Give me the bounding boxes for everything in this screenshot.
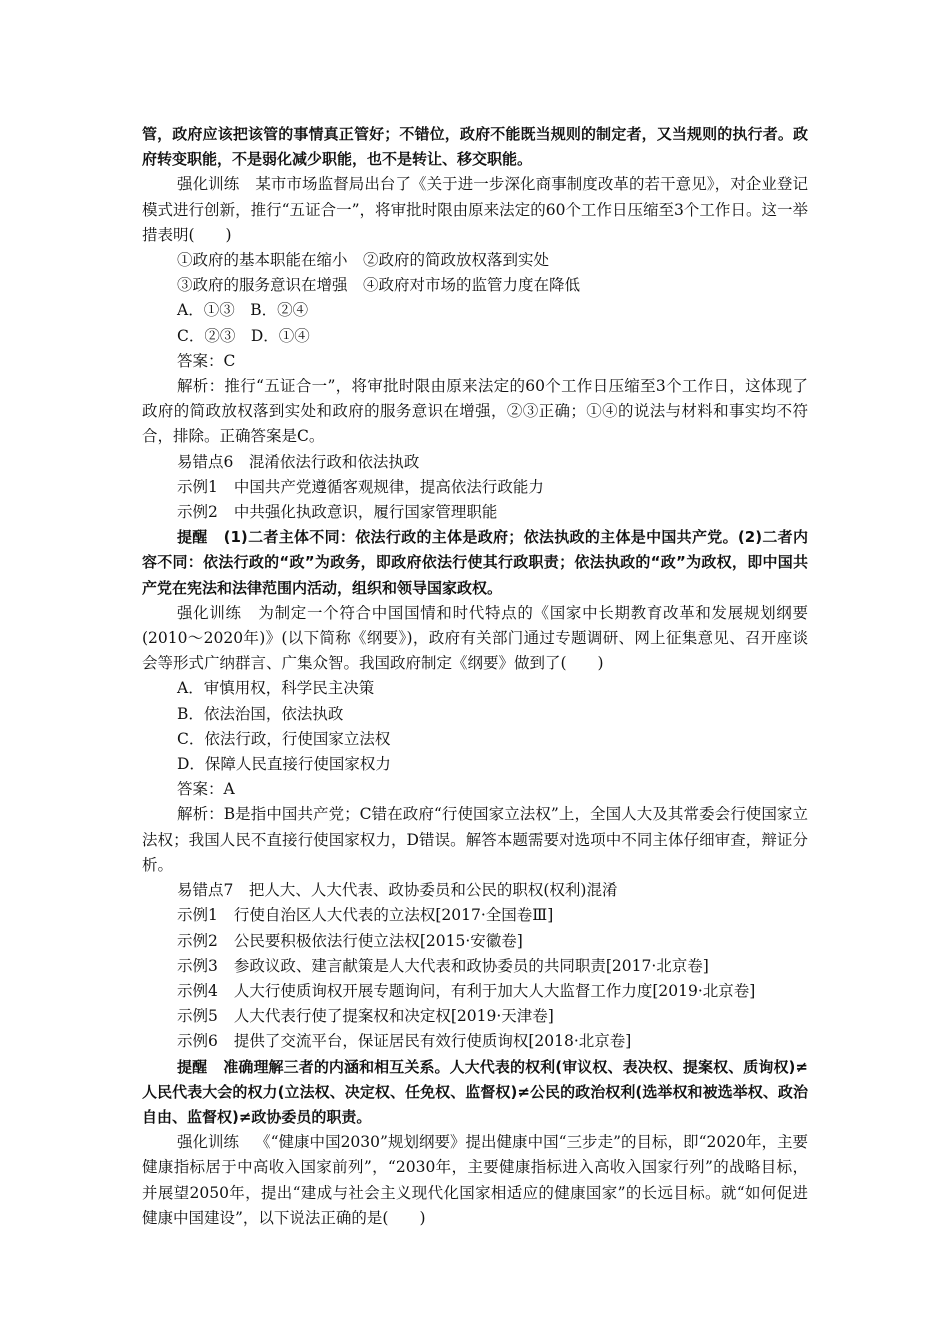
example-text: 提供了交流平台，保证居民有效行使质询权[2018·北京卷] — [233, 1032, 632, 1051]
drill1-statement-2: ③政府的服务意识在增强 ④政府对市场的监管力度在降低 — [177, 276, 581, 295]
point7-title: 易错点7 把人大、人大代表、政协委员和公民的职权(权利)混淆 — [177, 881, 618, 900]
example-text: 行使自治区人大代表的立法权[2017·全国卷Ⅲ] — [233, 906, 554, 925]
drill2-question-text: 为制定一个符合中国国情和时代特点的《国家中长期教育改革和发展规划纲要(2010～2020年)》(以下简称《纲要》)，政府有关部门通过专题调研、网上征集意见、召开座谈会等形式广纳群言、广集众智。我国政府制定《纲要》做到了( ) — [142, 603, 808, 673]
tip-text: (1)二者主体不同：依法行政的主体是政府；依法执政的主体是中国共产党。(2)二者内容不同：依法行政的“政”为政务，即政府依法行使其行政职责；依法执政的“政”为政权，即中国共产党在宪法和法律范围内活动，组织和领导国家政权。 — [142, 528, 808, 597]
drill1-answer — [142, 349, 808, 374]
drill1-question — [142, 172, 808, 248]
drill2-answer-label: 答案： — [177, 780, 224, 799]
drill1-answer-label: 答案： — [177, 351, 224, 370]
example-text: 中共强化执政意识，履行国家管理职能 — [233, 503, 498, 522]
drill3-question — [142, 1130, 808, 1231]
drill1-analysis — [142, 374, 808, 450]
example-label: 示例3 — [177, 956, 218, 975]
point7-example-5 — [142, 1004, 808, 1029]
drill1-label: 强化训练 — [177, 175, 240, 194]
drill2-answer-value: A — [223, 780, 235, 799]
point6-title: 易错点6 混淆依法行政和依法执政 — [177, 452, 420, 471]
example-text: 公民要积极依法行使立法权[2015·安徽卷] — [233, 931, 523, 950]
drill3-question-text: 《“健康中国2030”规划纲要》提出健康中国“三步走”的目标，即“2020年，主要健康指标居于中高收入国家前列”，“2030年，主要健康指标进入高收入国家行列”的战略目标，并展望2050年，提出“建成与社会主义现代化国家相适应的健康国家”的长远目标。就“如何促进健康中国建设”，以下说法正确的是( ) — [142, 1133, 808, 1227]
example-text: 参政议政、建言献策是人大代表和政协委员的共同职责[2017·北京卷] — [233, 956, 709, 975]
drill1-analysis-label: 解析： — [177, 377, 225, 396]
point6-example-1 — [142, 475, 808, 500]
drill1-analysis-text: 推行“五证合一”，将审批时限由原来法定的60个工作日压缩至3个工作日，这体现了政府的简政放权落到实处和政府的服务意识在增强，②③正确；①④的说法与材料和事实均不符合，排除。正确答案是C。 — [142, 377, 808, 446]
drill1-option-row-1: A．①③ B．②④ — [177, 301, 309, 320]
drill1-option-row-2: C．②③ D．①④ — [177, 326, 310, 345]
point7-example-4 — [142, 979, 808, 1004]
point7-example-2 — [142, 929, 808, 954]
drill2-analysis-text: B是指中国共产党；C错在政府“行使国家立法权”上，全国人大及其常委会行使国家立法权；我国人民不直接行使国家权力，D错误。解答本题需要对选项中不同主体仔细审查，辩证分析。 — [142, 805, 808, 874]
example-label: 示例4 — [177, 981, 218, 1000]
drill1-question-text: 某市市场监督局出台了《关于进一步深化商事制度改革的若干意见》，对企业登记模式进行创新，推行“五证合一”，将审批时限由原来法定的60个工作日压缩至3个工作日。这一举措表明( ) — [142, 175, 808, 244]
drill2-option-b: B．依法治国，依法执政 — [177, 704, 344, 723]
tip-text: 准确理解三者的内涵和相互关系。人大代表的权利(审议权、表决权、提案权、质询权)≠人民代表大会的权力(立法权、决定权、任免权、监督权)≠公民的政治权利(选举权和被选举权、政治自由、监督权)≠政协委员的职责。 — [142, 1057, 808, 1126]
point7-tip — [142, 1055, 808, 1131]
drill2-option-d: D．保障人民直接行使国家权力 — [177, 755, 391, 774]
point7-example-6 — [142, 1029, 808, 1054]
drill1-statement-1: ①政府的基本职能在缩小 ②政府的简政放权落到实处 — [177, 251, 550, 270]
drill2-answer — [142, 777, 808, 802]
example-label: 示例6 — [177, 1032, 218, 1051]
example-text: 人大行使质询权开展专题询问，有利于加大人大监督工作力度[2019·北京卷] — [233, 981, 756, 1000]
drill2-question — [142, 601, 808, 677]
example-text: 人大代表行使了提案权和决定权[2019·天津卷] — [233, 1007, 554, 1026]
drill2-label: 强化训练 — [177, 603, 242, 622]
example-label: 示例1 — [177, 477, 218, 496]
point6-tip — [142, 525, 808, 601]
tip-label: 提醒 — [177, 528, 208, 547]
drill2-analysis-label: 解析： — [177, 805, 224, 824]
point7-example-3 — [142, 954, 808, 979]
example-label: 示例2 — [177, 931, 218, 950]
example-label: 示例5 — [177, 1007, 218, 1026]
example-text: 中国共产党遵循客观规律，提高依法行政能力 — [233, 477, 544, 496]
drill2-option-c: C．依法行政，行使国家立法权 — [177, 729, 391, 748]
drill2-analysis — [142, 802, 808, 878]
example-label: 示例2 — [177, 503, 218, 522]
drill2-option-a: A．审慎用权，科学民主决策 — [177, 679, 375, 698]
drill3-label: 强化训练 — [177, 1133, 240, 1152]
point6-example-2 — [142, 500, 808, 525]
drill1-answer-value: C — [223, 351, 236, 370]
intro-paragraph: 管，政府应该把该管的事情真正管好；不错位，政府不能既当规则的制定者，又当规则的执行者。政府转变职能，不是弱化减少职能，也不是转让、移交职能。 — [142, 125, 808, 169]
tip-label: 提醒 — [177, 1057, 208, 1076]
point7-example-1 — [142, 903, 808, 928]
example-label: 示例1 — [177, 906, 218, 925]
